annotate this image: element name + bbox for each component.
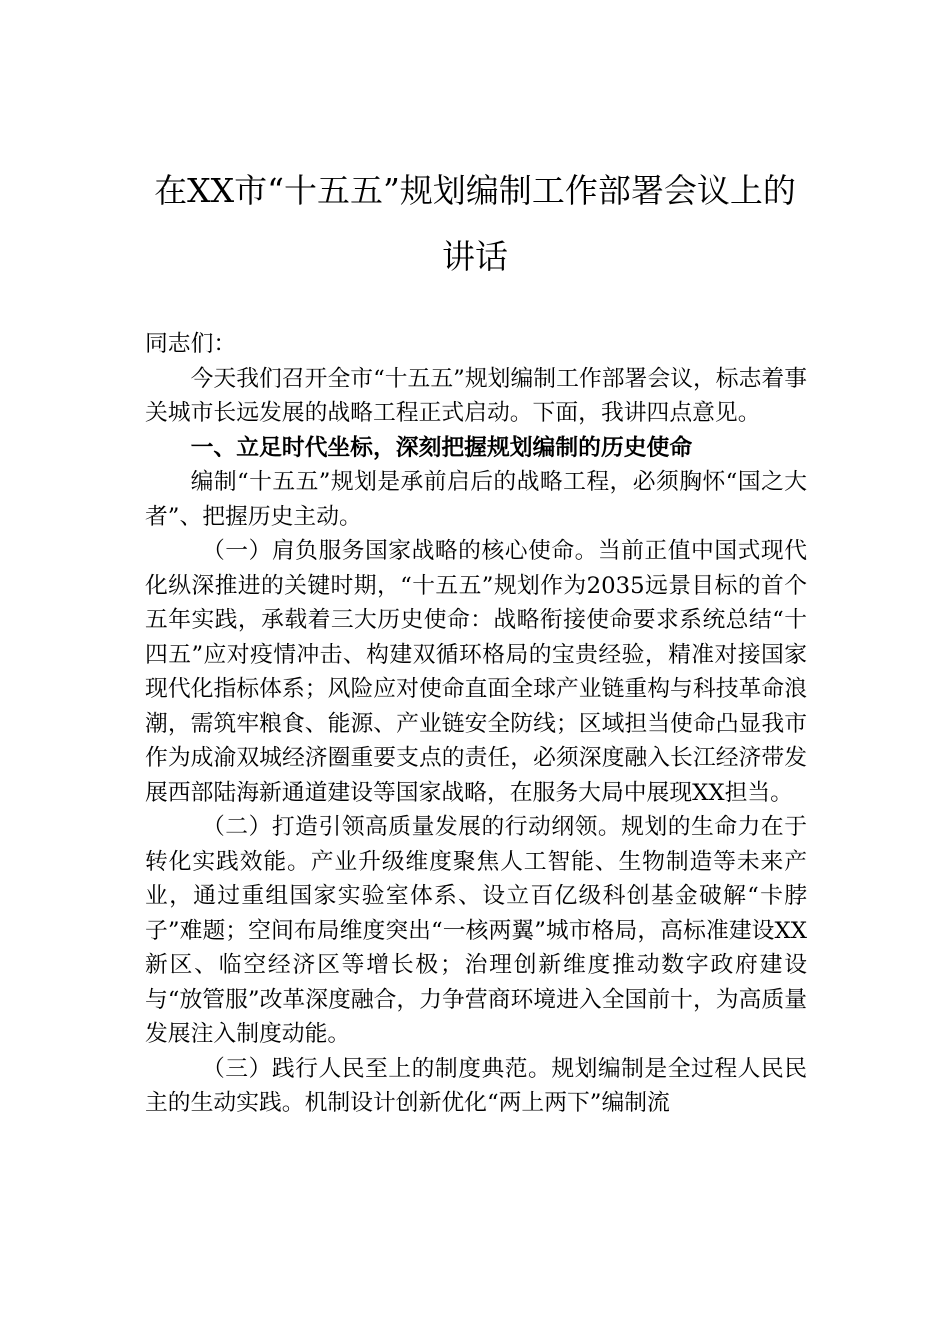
paragraph-section-intro: 编制“十五五”规划是承前启后的战略工程，必须胸怀“国之大者”、把握历史主动。 [145,469,807,530]
document-title: 在XX市“十五五”规划编制工作部署会议上的讲话 [154,171,796,276]
document-body [145,327,807,1121]
paragraph-subsection-2: （二）打造引领高质量发展的行动纲领。规划的生命力在于转化实践效能。产业升级维度聚焦人工智能、生物制造等未来产业，通过重组国家实验室体系、设立百亿级科创基金破解“卡脖子”难题；空间布局维度突出“一核两翼”城市格局，高标准建设XX新区、临空经济区等增长极；治理创新维度推动数字政府建设与“放管服”改革深度融合，力争营商环境进入全国前十，为高质量发展注入制度动能。 [145,814,807,1047]
section-heading-1: 一、立足时代坐标，深刻把握规划编制的历史使命 [190,434,693,461]
paragraph-subsection-1: （一）肩负服务国家战略的核心使命。当前正值中国式现代化纵深推进的关键时期，“十五五”规划作为2035远景目标的首个五年实践，承载着三大历史使命：战略衔接使命要求系统总结“十四五”应对疫情冲击、构建双循环格局的宝贵经验，精准对接国家现代化指标体系；风险应对使命直面全球产业链重构与科技革命浪潮，需筑牢粮食、能源、产业链安全防线；区域担当使命凸显我市作为成渝双城经济圈重要支点的责任，必须深度融入长江经济带发展西部陆海新通道建设等国家战略，在服务大局中展现XX担当。 [145,538,807,806]
salutation: 同志们： [145,331,237,357]
paragraph-subsection-3: （三）践行人民至上的制度典范。规划编制是全过程人民民主的生动实践。机制设计创新优化“两上两下”编制流 [145,1055,807,1116]
paragraph-opening: 今天我们召开全市“十五五”规划编制工作部署会议，标志着事关城市长远发展的战略工程正式启动。下面，我讲四点意见。 [145,365,807,426]
